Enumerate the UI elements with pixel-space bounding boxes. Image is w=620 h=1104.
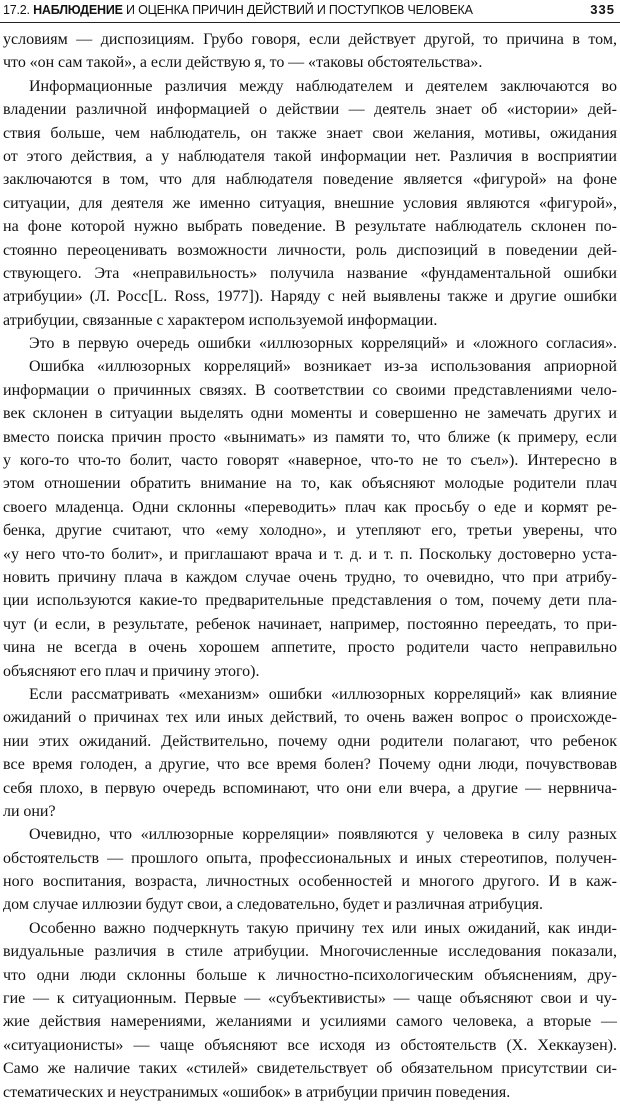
text-line: вместо поиска причин просто «вынимать» из памяти то, что ближе (к примеру, если [3, 428, 617, 446]
text-line: что одни люди склонны больше к личностно-психологическим объяснениям, дру- [3, 966, 617, 984]
text-line: ожиданий о причинах тех или иных действий, то очень важен вопрос о происхожде- [3, 709, 617, 727]
text-line: видуальные различия в стиле атрибуции. Многочисленные исследования показали, [3, 943, 617, 961]
text-line: стоянно переоценивать возможности личности, роль диспозиций в поведении дей- [3, 241, 617, 259]
text-line: гие — к ситуационным. Первые — «субъективисты» — чаще объясняют свои и чу- [3, 990, 617, 1008]
text-line: жие действия намерениями, желаниями и усилиями самого человека, а вторые — [3, 1013, 617, 1031]
text-line: Особенно важно подчеркнуть такую причину тех или иных ожиданий, как инди- [29, 919, 617, 937]
page-number: 335 [590, 2, 615, 17]
text-line: ситуации, для деятеля же именно ситуация, внешние условия являются «фигурой», [3, 194, 617, 212]
body-text [3, 28, 617, 1104]
text-line: атрибуции» (Л. Росс[L. Ross, 1977]). Наряду с ней выявлены также и другие ошибки [3, 288, 617, 306]
text-line: этом отношении обратить внимание на то, как объясняют молодые родители плач [3, 475, 617, 493]
text-line: Очевидно, что «иллюзорные корреляции» появляются у человека в силу разных [29, 826, 617, 844]
text-line: век склонен в ситуации выделять одни моменты и совершенно не замечать других и [3, 405, 617, 423]
text-line: нии этих ожиданий. Действительно, почему одни родители полагают, что ребенок [3, 732, 617, 750]
text-line: у кого-то что-то болит, часто говорят «наверное, что-то не то съел»). Интересно в [3, 452, 617, 470]
text-line: чут (и если, в результате, ребенок начинает, например, постоянно переедать, то при- [3, 615, 617, 633]
text-line: бенка, другие считают, что «ему холодно», и утепляют его, третьи уверены, что [3, 522, 617, 540]
header-rule [0, 22, 620, 23]
text-line: себя плохо, в первую очередь вспоминают, что они ели вчера, а другие — нервнича- [3, 779, 617, 797]
text-line: стематических и неустранимых «ошибок» в атрибуции причин поведения. [3, 1083, 511, 1101]
text-line: ствия больше, чем наблюдатель, он также знает свои желания, мотивы, ожидания [3, 124, 617, 142]
text-line: Само же наличие таких «стилей» свидетельствует об обязательном присутствии си- [3, 1060, 617, 1078]
text-line: Ошибка «иллюзорных корреляций» возникает из-за использования априорной [29, 358, 617, 376]
text-line: что «он сам такой», а если действую я, то — «таковы обстоятельства». [3, 54, 483, 72]
text-line: обстоятельств — прошлого опыта, профессиональных и иных стереотипов, получен- [3, 849, 617, 867]
text-line: владении различной информацией о действии — деятель знает об «истории» дей- [3, 101, 617, 119]
text-line: ного воспитания, возраста, личностных особенностей и многого другого. И в каж- [3, 873, 617, 891]
text-line: все время голоден, а другие, что все время болен? Почему одни люди, почувствовав [3, 756, 617, 774]
text-line: дом случае иллюзии будут свои, а следовательно, будет и различная атрибуция. [3, 896, 543, 914]
text-line: своего младенца. Одни склонны «переводить» плач как просьбу о еде и кормят ре- [3, 498, 617, 516]
text-line: заключаются в том, что для наблюдателя поведение является «фигурой» на фоне [3, 171, 617, 189]
text-line: ции используются какие-то предварительные представления о том, почему дети пла- [3, 592, 617, 610]
text-line: ли они? [3, 802, 56, 820]
text-line: информации о причинных связях. В соответствии со своими представлениями чело- [3, 381, 617, 399]
text-line: «у него что-то болит», и приглашают врача и т. д. и т. п. Поскольку достоверно уста- [3, 545, 617, 563]
text-line: новить причину плача в каждом случае очень трудно, то очевидно, что при атрибу- [3, 568, 617, 586]
text-line: на фоне которой нужно выбрать поведение. В результате наблюдатель склонен по- [3, 218, 617, 236]
text-line: условиям — диспозициям. Грубо говоря, если действует другой, то причина в том, [3, 31, 617, 48]
section-prefix: 17.2. [3, 3, 34, 17]
text-line: «ситуационисты» — чаще объясняют все исходя из обстоятельств (Х. Хеккаузен). [3, 1036, 617, 1054]
text-line: объясняют его плач и причину этого). [3, 662, 260, 680]
running-header [3, 0, 615, 22]
section-title-bold: НАБЛЮДЕНИЕ [33, 3, 123, 17]
text-line: Если рассматривать «механизм» ошибки «иллюзорных корреляций» как влияние [29, 685, 617, 703]
text-line: чина не всегда в очень хорошем аппетите, просто родители часто неправильно [3, 639, 617, 657]
text-line: Информационные различия между наблюдателем и деятелем заключаются во [29, 77, 617, 95]
text-line: от этого действия, а у наблюдателя такой информации нет. Различия в восприятии [3, 147, 617, 165]
text-line: ствующего. Эта «неправильность» получила название «фундаментальной ошибки [3, 264, 617, 282]
text-line: Это в первую очередь ошибки «иллюзорных корреляций» и «ложного согласия». [29, 335, 617, 353]
section-title-rest: И ОЦЕНКА ПРИЧИН ДЕЙСТВИЙ И ПОСТУПКОВ ЧЕЛОВЕКА [122, 3, 473, 17]
text-line: атрибуции, связанные с характером используемой информации. [3, 311, 438, 329]
